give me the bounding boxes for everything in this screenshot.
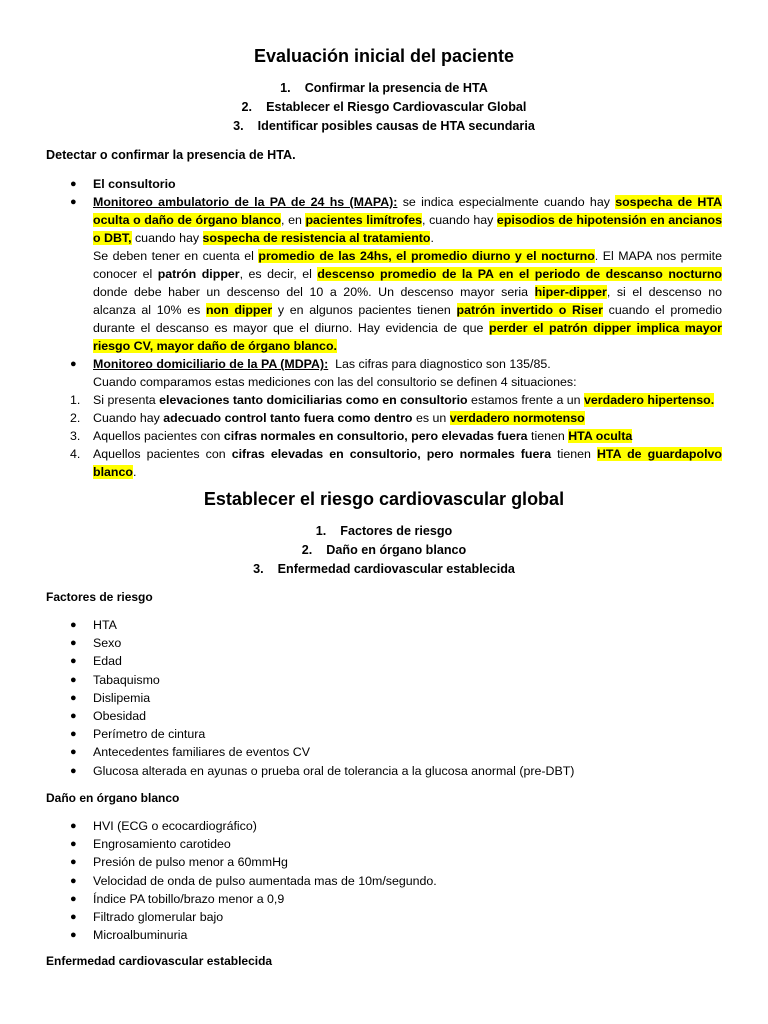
mapa-line-7: alcanza al 10% es non dipper y en algunos pacientes tienen patrón invertido o Riser cuando el promedio (93, 303, 722, 317)
risk-factors-heading: Factores de riesgo (46, 590, 153, 604)
mapa-line-8: durante el descanso es mayor que el diurno. Hay evidencia de que perder el patrón dipper implica mayor (93, 321, 722, 335)
bullet-icon: ● (70, 874, 77, 887)
situation-item: Cuando hay adecuado control tanto fuera como dentro es un verdadero normotenso (93, 411, 585, 425)
bullet-icon: ● (70, 655, 77, 668)
bullet-icon: ● (70, 637, 77, 650)
situation-number: 4. (70, 447, 81, 461)
mapa-line-3: o DBT, cuando hay sospecha de resistencia al tratamiento. (93, 231, 434, 245)
bullet-icon: ● (70, 728, 77, 741)
list-item: Velocidad de onda de pulso aumentada mas de 10m/segundo. (93, 873, 437, 888)
list-item-consultorio: El consultorio (93, 177, 176, 191)
list-item: HVI (ECG o ecocardiográfico) (93, 819, 257, 833)
list-item: Glucosa alterada en ayunas o prueba oral de tolerancia a la glucosa anormal (pre-DBT) (93, 763, 575, 778)
bullet-icon: ● (70, 358, 77, 370)
list-item: Perímetro de cintura (93, 727, 206, 742)
mapa-line-4: Se deben tener en cuenta el promedio de las 24hs, el promedio diurno y el nocturno. El MAPA nos permite (93, 249, 722, 263)
list-item: Microalbuminuria (93, 928, 188, 943)
situation-item: Aquellos pacientes con cifras normales en consultorio, pero elevadas fuera tienen HTA oculta (93, 429, 633, 443)
bullet-icon: ● (70, 838, 77, 851)
bullet-icon: ● (70, 911, 77, 923)
bullet-icon: ● (70, 619, 77, 631)
section-title-risk: Establecer el riesgo cardiovascular global (203, 489, 565, 509)
mapa-line-2: oculta o daño de órgano blanco, en pacientes limítrofes, cuando hay episodios de hipotensión en ancianos (93, 213, 723, 227)
cvd-heading: Enfermedad cardiovascular establecida (46, 954, 273, 968)
mapa-line-9: riesgo CV, mayor daño de órgano blanco. (93, 339, 337, 353)
situation-number: 3. (70, 429, 81, 443)
list-item: Engrosamiento carotideo (93, 837, 231, 852)
situation-item-cont: blanco. (93, 465, 137, 479)
bullet-icon: ● (70, 764, 77, 777)
mdpa-line-2: Cuando comparamos estas mediciones con las del consultorio se definen 4 situaciones: (93, 375, 577, 389)
component-item: 3. Enfermedad cardiovascular establecida (253, 562, 515, 576)
component-item: 2. Daño en órgano blanco (301, 543, 467, 557)
mapa-line-6: donde debe haber un descenso del 10 a 20%. Un descenso mayor seria hiper-dipper, si el descenso no (93, 285, 722, 299)
situation-item: Si presenta elevaciones tanto domiciliarias como en consultorio estamos frente a un verdadero hipertenso. (93, 393, 715, 407)
situation-number: 1. (70, 393, 81, 407)
bullet-icon: ● (70, 746, 77, 759)
goal-item: 2. Establecer el Riesgo Cardiovascular Global (241, 100, 527, 114)
situation-number: 2. (70, 411, 81, 425)
mapa-line-1: Monitoreo ambulatorio de la PA de 24 hs (MAPA): se indica especialmente cuando hay sospecha de HTA (93, 195, 722, 209)
mdpa-line-1: Monitoreo domiciliario de la PA (MDPA): Las cifras para diagnostico son 135/85. (93, 357, 551, 371)
section-heading-detect: Detectar o confirmar la presencia de HTA. (46, 148, 296, 162)
bullet-icon: ● (70, 820, 77, 832)
mapa-line-5: conocer el patrón dipper, es decir, el descenso promedio de la PA en el periodo de descanso nocturno (93, 267, 722, 281)
list-item: Presión de pulso menor a 60mmHg (93, 855, 288, 870)
list-item: Índice PA tobillo/brazo menor a 0,9 (93, 891, 285, 906)
bullet-icon: ● (70, 929, 77, 942)
bullet-icon: ● (70, 673, 77, 686)
list-item: Antecedentes familiares de eventos CV (93, 745, 310, 760)
list-item: Tabaquismo (93, 672, 160, 687)
situation-item: Aquellos pacientes con cifras elevadas en consultorio, pero normales fuera tienen HTA de guardapolvo (93, 447, 722, 461)
bullet-icon: ● (70, 196, 77, 208)
goal-item: 1. Confirmar la presencia de HTA (280, 81, 488, 95)
organ-damage-heading: Daño en órgano blanco (46, 791, 180, 805)
bullet-icon: ● (70, 892, 77, 905)
page-title: Evaluación inicial del paciente (253, 46, 515, 66)
goal-item: 3. Identificar posibles causas de HTA secundaria (233, 119, 535, 133)
list-item: Obesidad (93, 709, 147, 723)
list-item: Filtrado glomerular bajo (93, 910, 224, 924)
list-item: Dislipemia (93, 690, 151, 705)
list-item: Edad (93, 654, 122, 669)
list-item: HTA (93, 618, 117, 632)
bullet-icon: ● (70, 691, 77, 704)
bullet-icon: ● (70, 178, 77, 190)
bullet-icon: ● (70, 710, 77, 722)
component-item: 1. Factores de riesgo (315, 524, 453, 538)
list-item: Sexo (93, 636, 122, 651)
bullet-icon: ● (70, 856, 77, 869)
